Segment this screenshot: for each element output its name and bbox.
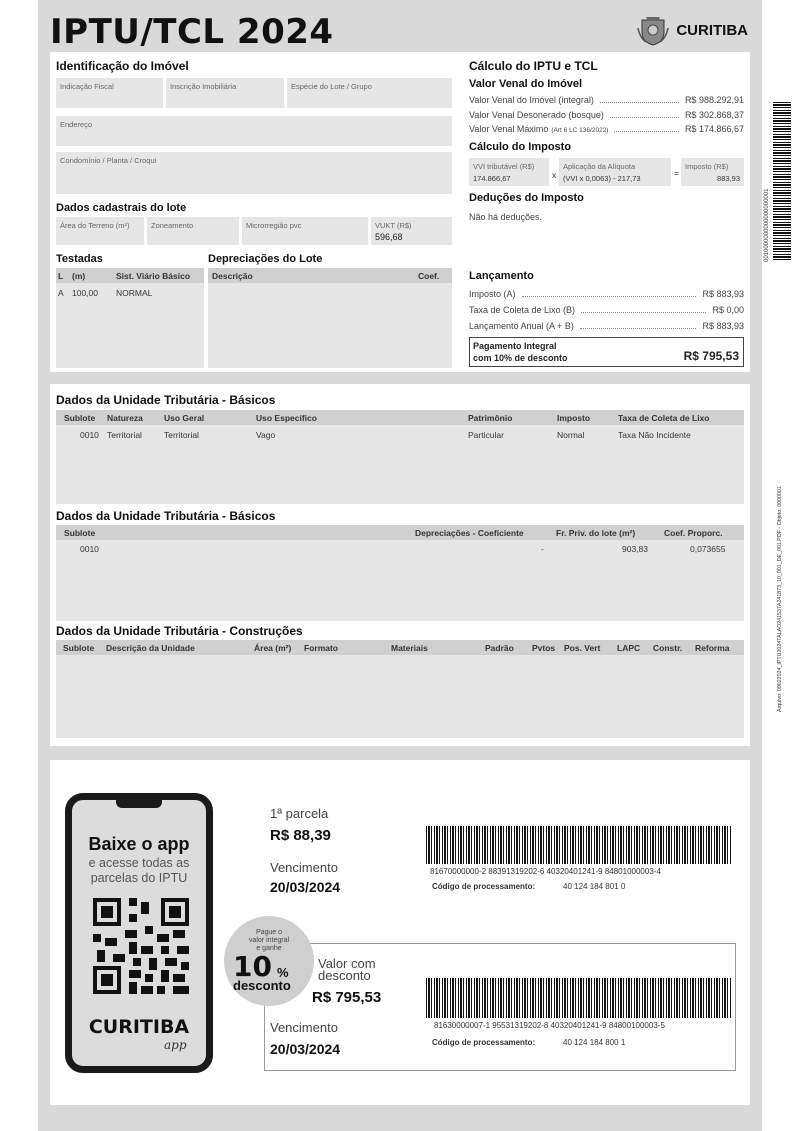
parcela-venc-date: 20/03/2024 [270,879,341,895]
indicacao-fiscal-label: Indicação Fiscal [60,82,114,91]
app-brand: CURITIBA [88,1016,190,1038]
badge-line-3: e ganhe [256,945,282,952]
page-title: IPTU/TCL 2024 [50,12,334,52]
desconto-barcode [426,978,732,1018]
payment-panel [50,760,750,1105]
desconto-venc-label: Vencimento [270,1020,338,1035]
aliquota-field [559,158,671,186]
u1-r-natureza: Territorial [107,430,142,440]
depreciacoes-title: Depreciações do Lote [208,253,323,265]
qr-code-icon [93,898,189,994]
valor-venal-row-1-label: Valor Venal do Imóvel (integral) [469,95,594,105]
parcela-proc-label: Código de processamento: [432,882,536,891]
zoneamento-field [147,217,239,245]
equals-sign: = [674,168,679,178]
multiply-sign: x [552,170,557,180]
zoneamento-label: Zoneamento [151,221,194,230]
curitiba-logo [636,14,748,46]
testadas-title: Testadas [56,253,103,265]
area-field [56,217,144,245]
especie-field [287,78,452,108]
unidade1-title: Dados da Unidade Tributária - Básicos [56,393,276,407]
cadastrais-title: Dados cadastrais do lote [56,202,187,214]
c-h-materiais: Materiais [391,643,428,653]
document-page [38,0,762,1131]
phone-mockup [65,793,213,1073]
condominio-label: Condomínio / Planta / Croqui [60,156,157,165]
microrregiao-field [242,217,368,245]
desconto-label-2: desconto [318,968,371,983]
testadas-row-sist: NORMAL [116,288,153,298]
desconto-proc-value: 40 124 184 800 1 [563,1038,626,1047]
side-file-text: Arquivo: 09022024_IPTU2024TALAO241537A241873_10_001_DE_001.PDF - Objeto: 0000001 [777,486,783,712]
lancamento-row-1-label: Imposto (A) [469,289,516,299]
lancamento-row-1 [469,289,744,299]
vukt-field [371,217,452,245]
depre-header-coef: Coef. [418,271,440,281]
valor-venal-row-3-label: Valor Venal Máximo [469,124,549,134]
c-h-area: Área (m²) [254,643,292,653]
u2-h-depre: Depreciações - Coeficiente [415,528,524,538]
dotted-leader [610,117,679,118]
badge-word: desconto [233,978,291,993]
u2-r-frpriv: 903,83 [622,544,648,554]
pagamento-integral-box [469,337,744,367]
lancamento-row-3 [469,321,744,331]
depre-header-descricao: Descrição [212,271,253,281]
aliquota-value: (VVI x 0,0063) - 217,73 [563,174,641,183]
deducoes-title: Deduções do Imposto [469,192,584,204]
u2-r-sublote: 0010 [80,544,99,554]
vvi-label: VVI tributável (R$) [473,162,535,171]
u2-h-sublote: Sublote [64,528,96,538]
construcoes-title: Dados da Unidade Tributária - Construções [56,624,303,638]
testadas-header-sist: Sist. Viário Básico [116,271,191,281]
c-h-descricao: Descrição da Unidade [106,643,195,653]
valor-venal-row-2-label: Valor Venal Desonerado (bosque) [469,110,604,120]
vvi-value: 174.866,67 [473,174,511,183]
app-line-1: Baixe o app [88,834,190,854]
c-h-formato: Formato [304,643,338,653]
unidade-panel [50,384,750,746]
lancamento-title: Lançamento [469,270,534,282]
c-h-sublote: Sublote [63,643,95,653]
valor-venal-row-1 [469,95,744,105]
endereco-field [56,116,452,146]
parcela-value: R$ 88,39 [270,827,331,844]
valor-venal-row-3-value: R$ 174.866,67 [684,124,744,134]
u2-r-depre: - [541,544,544,554]
u2-r-coef: 0,073655 [690,544,726,554]
unidade2-header-bar [56,525,744,540]
c-h-reforma: Reforma [695,643,730,653]
lancamento-row-2-value: R$ 0,00 [712,305,744,315]
imposto-value: 883,93 [717,174,740,183]
u1-r-patrimonio: Particular [468,430,504,440]
condominio-field [56,152,452,194]
especie-label: Espécie do Lote / Grupo [291,82,372,91]
u1-h-sublote: Sublote [64,413,96,423]
imposto-field [681,158,744,186]
pagamento-line-2: com 10% de desconto [473,353,568,363]
badge-line-2: valor integral [248,937,290,944]
desconto-barcode-digits: 81630000007-1 95531319202-8 40320401241-9 84800100003-5 [434,1021,665,1030]
badge-line-1: Pague o [255,929,283,936]
lancamento-row-3-label: Lançamento Anual (A + B) [469,321,574,331]
u1-h-usoesp: Uso Específico [256,413,317,423]
logo-text: CURITIBA [676,21,748,39]
c-h-padrao: Padrão [485,643,514,653]
parcela-proc-value: 40 124 184 801 0 [563,882,626,891]
vukt-value: 596,68 [375,232,403,242]
u1-h-usogeral: Uso Geral [164,413,205,423]
desconto-value: R$ 795,53 [312,989,382,1006]
valor-venal-row-3 [469,124,744,134]
dotted-leader [581,312,706,313]
vvi-field [469,158,549,186]
valor-venal-row-1-value: R$ 988.292,91 [684,95,744,105]
inscricao-label: Inscrição Imobiliária [170,82,237,91]
c-h-constr: Constr. [653,643,683,653]
valor-venal-title: Valor Venal do Imóvel [469,78,583,90]
testadas-header-m: (m) [72,271,86,281]
identificacao-title: Identificação do Imóvel [56,59,189,73]
badge-big-number: 10 [233,950,272,983]
lancamento-row-2 [469,305,744,315]
u1-r-usoesp: Vago [256,430,276,440]
dotted-leader [600,102,679,103]
c-h-posvert: Pos. Vert [564,643,601,653]
aliquota-label: Aplicação da Alíquota [563,162,636,171]
parcela-label: 1ª parcela [270,806,329,821]
vukt-label: VUKT (R$) [375,221,412,230]
u1-r-imposto: Normal [557,430,585,440]
app-line-2: e acesse todas as [88,856,190,870]
parcela-venc-label: Vencimento [270,860,338,875]
dotted-leader [580,328,697,329]
app-line-3: parcelas do IPTU [90,871,188,885]
u1-h-taxa: Taxa de Coleta de Lixo [618,413,710,423]
indicacao-fiscal-field [56,78,163,108]
pagamento-value: R$ 795,53 [683,349,739,363]
valor-venal-row-2 [469,110,744,120]
desconto-label-1: Valor com [318,956,376,971]
u1-h-patrimonio: Patrimônio [468,413,513,423]
unidade2-title: Dados da Unidade Tributária - Básicos [56,509,276,523]
parcela-barcode-digits: 81670000000-2 88391319202-6 40320401241-9 84801000003-4 [430,867,661,876]
calculo-title: Cálculo do IPTU e TCL [469,59,598,73]
coat-of-arms-icon [636,14,670,46]
lancamento-row-3-value: R$ 883,93 [702,321,744,331]
side-barcode [773,102,791,260]
u1-h-natureza: Natureza [107,413,143,423]
u2-h-coef: Coef. Proporc. [664,528,723,538]
testadas-table [56,268,204,368]
c-h-lapc: LAPC [617,643,641,653]
pagamento-line-1: Pagamento Integral [473,341,557,351]
testadas-header-l: L [58,271,64,281]
u1-r-sublote: 0010 [80,430,99,440]
depreciacoes-table [208,268,452,368]
u1-h-imposto: Imposto [557,413,591,423]
desconto-proc-label: Código de processamento: [432,1038,536,1047]
desconto-venc-date: 20/03/2024 [270,1041,341,1057]
microrregiao-label: Microrregião pvc [246,221,302,230]
identificacao-panel [50,52,493,372]
lancamento-row-2-label: Taxa de Coleta de Lixo (B) [469,305,576,315]
c-h-pvtos: Pvtos [532,643,556,653]
phone-notch [116,798,162,808]
endereco-label: Endereço [60,120,93,129]
calculo-panel [462,52,750,372]
dotted-leader [522,296,697,297]
u1-r-usogeral: Territorial [164,430,199,440]
valor-venal-row-3-note: (Art 6 LC 136/2022) [551,127,609,134]
u1-r-taxa: Taxa Não Incidente [618,430,691,440]
dotted-leader [614,131,678,132]
imposto-title: Cálculo do Imposto [469,141,572,153]
deducoes-text: Não há deduções. [469,212,543,222]
parcela-barcode [426,826,732,864]
area-label: Área do Terreno (m²) [60,221,130,230]
imposto-label: Imposto (R$) [685,162,729,171]
badge-percent: % [277,965,289,980]
app-brand-sub: app [164,1038,187,1052]
testadas-row-l: A [58,288,64,298]
lancamento-row-1-value: R$ 883,93 [702,289,744,299]
side-barcode-number: 0010000000000000000001 [764,188,770,262]
u2-h-frpriv: Fr. Priv. do lote (m²) [556,528,636,538]
testadas-row-m: 100,00 [72,288,98,298]
valor-venal-row-2-value: R$ 302.868,37 [684,110,744,120]
inscricao-field [166,78,284,108]
